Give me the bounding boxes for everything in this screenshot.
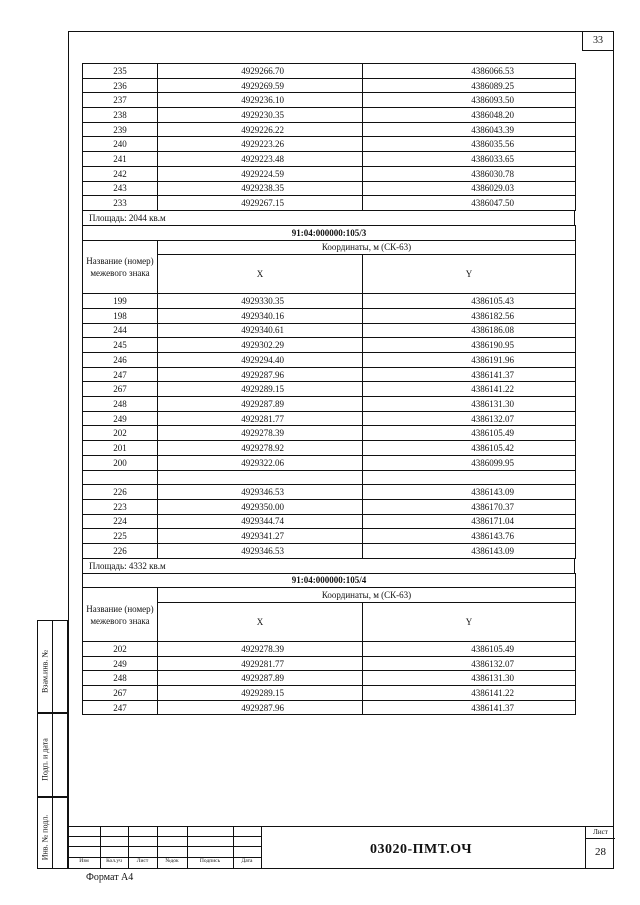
point-number: 200 bbox=[83, 455, 158, 470]
x-coordinate: 4929223.48 bbox=[158, 152, 363, 167]
tb-header: Дата bbox=[241, 858, 253, 864]
table-row bbox=[83, 137, 576, 152]
x-coordinate bbox=[158, 470, 363, 485]
point-number: 223 bbox=[83, 499, 158, 514]
side-inv-orig bbox=[37, 797, 68, 869]
x-coordinate: 4929287.89 bbox=[158, 671, 363, 686]
page-number: 33 bbox=[582, 31, 614, 51]
area-label-1: Площадь: 2044 кв.м bbox=[82, 211, 575, 225]
table-row bbox=[83, 411, 576, 426]
y-coordinate: 4386105.49 bbox=[363, 642, 576, 657]
point-number: 198 bbox=[83, 308, 158, 323]
point-number: 267 bbox=[83, 686, 158, 701]
table-row bbox=[83, 686, 576, 701]
x-coordinate: 4929266.70 bbox=[158, 64, 363, 79]
table-row bbox=[83, 426, 576, 441]
table-row bbox=[83, 294, 576, 309]
table-row bbox=[83, 196, 576, 211]
side-label: Инв. № подл. bbox=[40, 814, 50, 861]
x-coordinate: 4929346.53 bbox=[158, 543, 363, 558]
tb-header: Изм bbox=[79, 858, 89, 864]
table-row bbox=[83, 152, 576, 167]
col-y-header: Y bbox=[363, 603, 576, 642]
table-row bbox=[83, 485, 576, 500]
table-row bbox=[83, 323, 576, 338]
x-coordinate: 4929223.26 bbox=[158, 137, 363, 152]
table-row bbox=[83, 338, 576, 353]
document-code: 03020-ПМТ.ОЧ bbox=[370, 842, 473, 857]
format-label: Формат А4 bbox=[86, 872, 134, 883]
point-number: 248 bbox=[83, 397, 158, 412]
point-number: 202 bbox=[83, 642, 158, 657]
x-coordinate: 4929344.74 bbox=[158, 514, 363, 529]
x-coordinate: 4929287.89 bbox=[158, 397, 363, 412]
x-coordinate: 4929230.35 bbox=[158, 108, 363, 123]
point-number: 247 bbox=[83, 700, 158, 715]
x-coordinate: 4929341.27 bbox=[158, 529, 363, 544]
point-number: 199 bbox=[83, 294, 158, 309]
y-coordinate: 4386191.96 bbox=[363, 353, 576, 368]
point-number: 239 bbox=[83, 122, 158, 137]
coords-table-2 bbox=[82, 225, 576, 559]
x-coordinate: 4929350.00 bbox=[158, 499, 363, 514]
x-coordinate: 4929294.40 bbox=[158, 353, 363, 368]
table-row bbox=[83, 700, 576, 715]
tb-header: Лист bbox=[136, 858, 149, 864]
point-number: 244 bbox=[83, 323, 158, 338]
y-coordinate: 4386141.22 bbox=[363, 382, 576, 397]
y-coordinate: 4386131.30 bbox=[363, 671, 576, 686]
table-row bbox=[83, 166, 576, 181]
x-coordinate: 4929278.92 bbox=[158, 441, 363, 456]
x-coordinate: 4929238.35 bbox=[158, 181, 363, 196]
x-coordinate: 4929226.22 bbox=[158, 122, 363, 137]
y-coordinate: 4386105.43 bbox=[363, 294, 576, 309]
y-coordinate: 4386141.37 bbox=[363, 700, 576, 715]
x-coordinate: 4929340.16 bbox=[158, 308, 363, 323]
x-coordinate: 4929278.39 bbox=[158, 426, 363, 441]
coords-table-1 bbox=[82, 63, 576, 211]
point-number: 241 bbox=[83, 152, 158, 167]
y-coordinate: 4386029.03 bbox=[363, 181, 576, 196]
y-coordinate: 4386048.20 bbox=[363, 108, 576, 123]
y-coordinate bbox=[363, 470, 576, 485]
y-coordinate: 4386066.53 bbox=[363, 64, 576, 79]
y-coordinate: 4386043.39 bbox=[363, 122, 576, 137]
x-coordinate: 4929340.61 bbox=[158, 323, 363, 338]
tb-header: Кол.уч bbox=[106, 858, 122, 864]
y-coordinate: 4386105.42 bbox=[363, 441, 576, 456]
table-row bbox=[83, 397, 576, 412]
col-name-header: Название (номер) межевого знака bbox=[83, 240, 158, 294]
point-number: 202 bbox=[83, 426, 158, 441]
point-number: 224 bbox=[83, 514, 158, 529]
content bbox=[82, 63, 575, 715]
y-coordinate: 4386186.08 bbox=[363, 323, 576, 338]
point-number: 226 bbox=[83, 485, 158, 500]
y-coordinate: 4386099.95 bbox=[363, 455, 576, 470]
table-row bbox=[83, 656, 576, 671]
point-number: 238 bbox=[83, 108, 158, 123]
x-coordinate: 4929287.96 bbox=[158, 700, 363, 715]
table-row bbox=[83, 470, 576, 485]
table-row bbox=[83, 78, 576, 93]
point-number: 237 bbox=[83, 93, 158, 108]
y-coordinate: 4386143.09 bbox=[363, 543, 576, 558]
y-coordinate: 4386143.76 bbox=[363, 529, 576, 544]
table-row bbox=[83, 367, 576, 382]
side-sign-date bbox=[37, 713, 68, 797]
x-coordinate: 4929281.77 bbox=[158, 656, 363, 671]
table-row bbox=[83, 514, 576, 529]
col-name-header: Название (номер) межевого знака bbox=[83, 588, 158, 642]
x-coordinate: 4929302.29 bbox=[158, 338, 363, 353]
y-coordinate: 4386131.30 bbox=[363, 397, 576, 412]
table-row bbox=[83, 671, 576, 686]
table-row bbox=[83, 353, 576, 368]
tb-header: Подпись bbox=[199, 858, 221, 864]
sheet-number: 28 bbox=[595, 846, 606, 858]
point-number: 225 bbox=[83, 529, 158, 544]
table-row bbox=[83, 181, 576, 196]
title-block bbox=[68, 826, 614, 869]
x-coordinate: 4929281.77 bbox=[158, 411, 363, 426]
point-number: 246 bbox=[83, 353, 158, 368]
table-row bbox=[83, 308, 576, 323]
x-coordinate: 4929322.06 bbox=[158, 455, 363, 470]
point-number: 226 bbox=[83, 543, 158, 558]
point-number: 243 bbox=[83, 181, 158, 196]
y-coordinate: 4386035.56 bbox=[363, 137, 576, 152]
y-coordinate: 4386132.07 bbox=[363, 656, 576, 671]
x-coordinate: 4929224.59 bbox=[158, 166, 363, 181]
sheet-label: Лист bbox=[586, 826, 615, 839]
point-number: 201 bbox=[83, 441, 158, 456]
table-row bbox=[83, 122, 576, 137]
col-x-header: X bbox=[158, 603, 363, 642]
point-number: 235 bbox=[83, 64, 158, 79]
table-row bbox=[83, 64, 576, 79]
point-number: 245 bbox=[83, 338, 158, 353]
y-coordinate: 4386182.56 bbox=[363, 308, 576, 323]
y-coordinate: 4386170.37 bbox=[363, 499, 576, 514]
side-label: Взам.инв. № bbox=[40, 649, 50, 693]
tb-header: №док bbox=[165, 858, 179, 864]
parcel-id: 91:04:000000:105/4 bbox=[83, 573, 576, 588]
x-coordinate: 4929278.39 bbox=[158, 642, 363, 657]
revision-grid bbox=[68, 826, 261, 869]
col-x-header: X bbox=[158, 255, 363, 294]
x-coordinate: 4929330.35 bbox=[158, 294, 363, 309]
table-row bbox=[83, 642, 576, 657]
table-row bbox=[83, 529, 576, 544]
table-row bbox=[83, 441, 576, 456]
table-row bbox=[83, 108, 576, 123]
table-row bbox=[83, 93, 576, 108]
x-coordinate: 4929269.59 bbox=[158, 78, 363, 93]
x-coordinate: 4929287.96 bbox=[158, 367, 363, 382]
x-coordinate: 4929236.10 bbox=[158, 93, 363, 108]
y-coordinate: 4386132.07 bbox=[363, 411, 576, 426]
y-coordinate: 4386190.95 bbox=[363, 338, 576, 353]
col-y-header: Y bbox=[363, 255, 576, 294]
side-label: Подп. и дата bbox=[40, 738, 50, 781]
y-coordinate: 4386143.09 bbox=[363, 485, 576, 500]
point-number: 249 bbox=[83, 411, 158, 426]
col-coords-header: Координаты, м (СК-63) bbox=[158, 240, 576, 255]
coords-table-3 bbox=[82, 573, 576, 716]
point-number bbox=[83, 470, 158, 485]
y-coordinate: 4386105.49 bbox=[363, 426, 576, 441]
table-row bbox=[83, 499, 576, 514]
area-label-2: Площадь: 4332 кв.м bbox=[82, 559, 575, 573]
y-coordinate: 4386141.22 bbox=[363, 686, 576, 701]
point-number: 248 bbox=[83, 671, 158, 686]
table-row bbox=[83, 382, 576, 397]
point-number: 240 bbox=[83, 137, 158, 152]
y-coordinate: 4386171.04 bbox=[363, 514, 576, 529]
point-number: 249 bbox=[83, 656, 158, 671]
y-coordinate: 4386047.50 bbox=[363, 196, 576, 211]
x-coordinate: 4929346.53 bbox=[158, 485, 363, 500]
y-coordinate: 4386030.78 bbox=[363, 166, 576, 181]
y-coordinate: 4386141.37 bbox=[363, 367, 576, 382]
sheet-box bbox=[585, 826, 614, 869]
x-coordinate: 4929267.15 bbox=[158, 196, 363, 211]
col-coords-header: Координаты, м (СК-63) bbox=[158, 588, 576, 603]
x-coordinate: 4929289.15 bbox=[158, 686, 363, 701]
point-number: 233 bbox=[83, 196, 158, 211]
parcel-id: 91:04:000000:105/3 bbox=[83, 225, 576, 240]
point-number: 267 bbox=[83, 382, 158, 397]
y-coordinate: 4386093.50 bbox=[363, 93, 576, 108]
x-coordinate: 4929289.15 bbox=[158, 382, 363, 397]
side-replace-inv bbox=[37, 620, 68, 713]
point-number: 242 bbox=[83, 166, 158, 181]
point-number: 236 bbox=[83, 78, 158, 93]
table-row bbox=[83, 543, 576, 558]
y-coordinate: 4386033.65 bbox=[363, 152, 576, 167]
table-row bbox=[83, 455, 576, 470]
y-coordinate: 4386089.25 bbox=[363, 78, 576, 93]
point-number: 247 bbox=[83, 367, 158, 382]
